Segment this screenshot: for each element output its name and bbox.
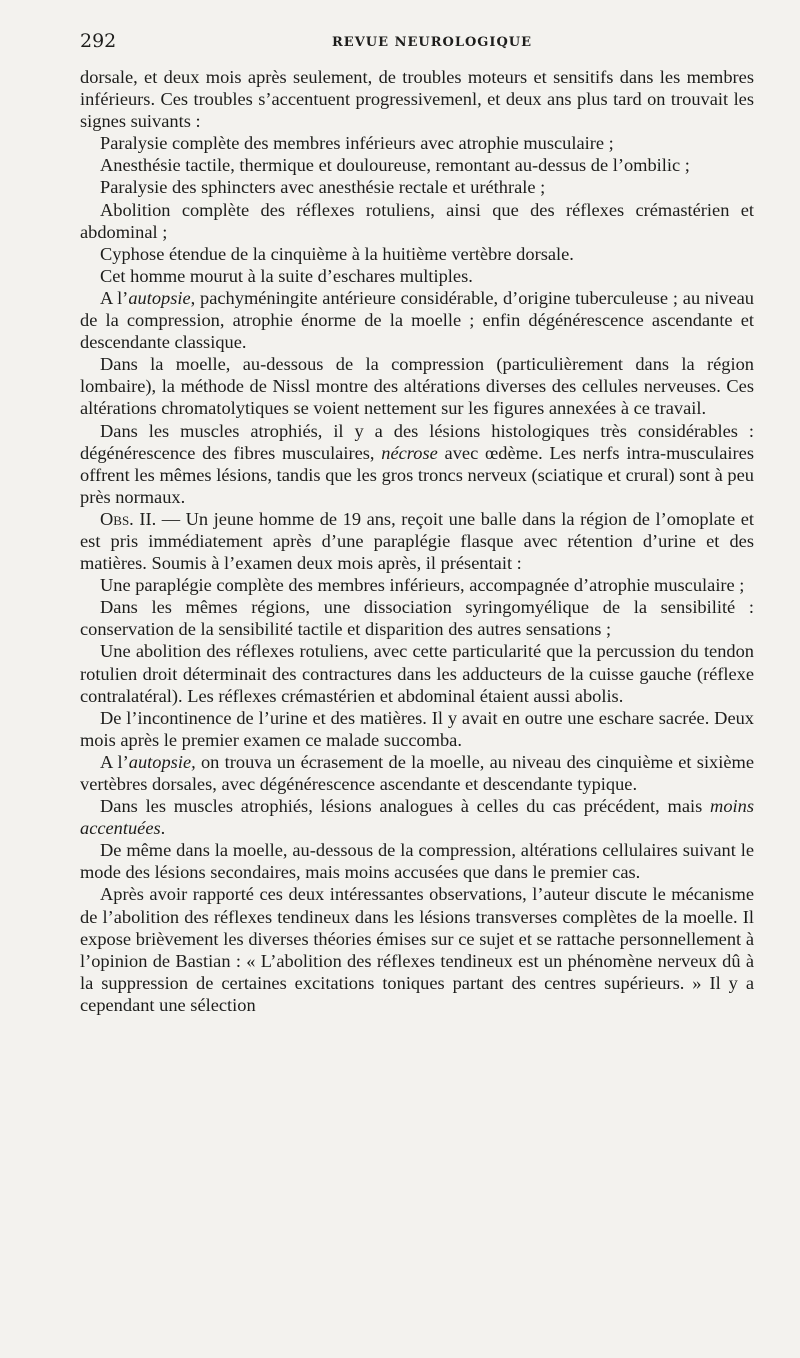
- text-run: .: [160, 818, 166, 839]
- paragraph: Dans les mêmes régions, une dissociation syringomyélique de la sensibilité : conservation de la sensibilité tactile et disparition des autres sensations ;: [80, 597, 754, 640]
- paragraph: [80, 751, 754, 795]
- observation-label: Obs. II.: [100, 508, 157, 529]
- paragraph: Après avoir rapporté ces deux intéressantes observations, l’auteur discute le mécanisme de l’abolition des réflexes tendineux dans les lésions transverses complètes de la moelle. Il expose brièvement les diverses théories émises sur ce sujet et se rattache personnellement à l’opinion de Bastian : « L’abolition des réflexes tendineux est un phénomène nerveux dû à la suppression de certaines excitations toniques partant des centres supérieurs. » Il y a cependant une sélection: [80, 884, 754, 1015]
- paragraph: [80, 287, 754, 353]
- text-run: , pachyméningite antérieure considérable, d’origine tuberculeuse ; au niveau de la compression, atrophie énorme de la moelle ; enfin dégénérescence ascendante et descendante classique.: [80, 287, 754, 353]
- page-header: [80, 30, 754, 58]
- paragraph: Abolition complète des réflexes rotuliens, ainsi que des réflexes crémastérien et abdominal ;: [80, 199, 754, 242]
- paragraph: Une paraplégie complète des membres inférieurs, accompagnée d’atrophie musculaire ;: [100, 575, 745, 596]
- paragraph: Cet homme mourut à la suite d’eschares multiples.: [100, 265, 473, 286]
- body-text: [80, 66, 754, 1016]
- italic-term: autopsie: [128, 287, 191, 308]
- running-title: REVUE NEUROLOGIQUE: [332, 35, 533, 50]
- text-run: Dans les muscles atrophiés, lésions analogues à celles du cas précédent, mais: [100, 796, 711, 817]
- paragraph: dorsale, et deux mois après seulement, de troubles moteurs et sensitifs dans les membres inférieurs. Ces troubles s’accentuent progressivemenl, et deux ans plus tard on trouvait les signes suivants :: [80, 67, 754, 132]
- paragraph: [80, 508, 754, 574]
- italic-term: nécrose: [381, 442, 438, 463]
- text-run: A l’: [100, 751, 129, 772]
- text-run: avec œdème. Les nerfs intra-musculaires offrent les mêmes lésions, tandis que les gros troncs nerveux (sciatique et crural) sont à peu près normaux.: [80, 442, 754, 507]
- paragraph: Paralysie complète des membres inférieurs avec atrophie musculaire ;: [100, 133, 614, 154]
- paragraph: Une abolition des réflexes rotuliens, avec cette particularité que la percussion du tendon rotulien droit déterminait des contractures dans les adducteurs de la cuisse gauche (réflexe contralatéral). Les réflexes crémastérien et abdominal étaient aussi abolis.: [80, 641, 754, 706]
- text-run: — Un jeune homme de 19 ans, reçoit une balle dans la région de l’omoplate et est pris immédiatement après d’une paraplégie flasque avec rétention d’urine et des matières. Soumis à l’examen deux mois après, il présentait :: [80, 508, 754, 574]
- paragraph: [80, 420, 754, 508]
- paragraph: [80, 795, 754, 839]
- paragraph: Cyphose étendue de la cinquième à la huitième vertèbre dorsale.: [100, 243, 574, 264]
- text-run: Dans les muscles atrophiés, il y a des lésions histologiques très considérables : dégénérescence des fibres musculaires,: [80, 420, 754, 463]
- text-run: on trouva un écrasement de la moelle, au niveau des cinquième et sixième vertèbres dorsales, avec dégénérescence ascendante et descendante typique.: [80, 751, 754, 794]
- paragraph: Anesthésie tactile, thermique et douloureuse, remontant au-dessus de l’ombilic ;: [100, 155, 690, 176]
- italic-term: moins accentuées: [80, 796, 754, 839]
- paragraph: De l’incontinence de l’urine et des matières. Il y avait en outre une eschare sacrée. Deux mois après le premier examen ce malade succomba.: [80, 707, 754, 750]
- paragraph: Dans la moelle, au-dessous de la compression (particulièrement dans la région lombaire), la méthode de Nissl montre des altérations diverses des cellules nerveuses. Ces altérations chromatolytiques se voient nettement sur les figures annexées à ce travail.: [80, 354, 754, 419]
- paragraph: Paralysie des sphincters avec anesthésie rectale et uréthrale ;: [100, 177, 546, 198]
- page-number: 292: [80, 30, 117, 52]
- italic-term: autopsie,: [128, 751, 196, 772]
- text-run: A l’: [100, 287, 129, 308]
- paragraph: De même dans la moelle, au-dessous de la compression, altérations cellulaires suivant le mode des lésions secondaires, mais moins accusées que dans le premier cas.: [80, 840, 754, 883]
